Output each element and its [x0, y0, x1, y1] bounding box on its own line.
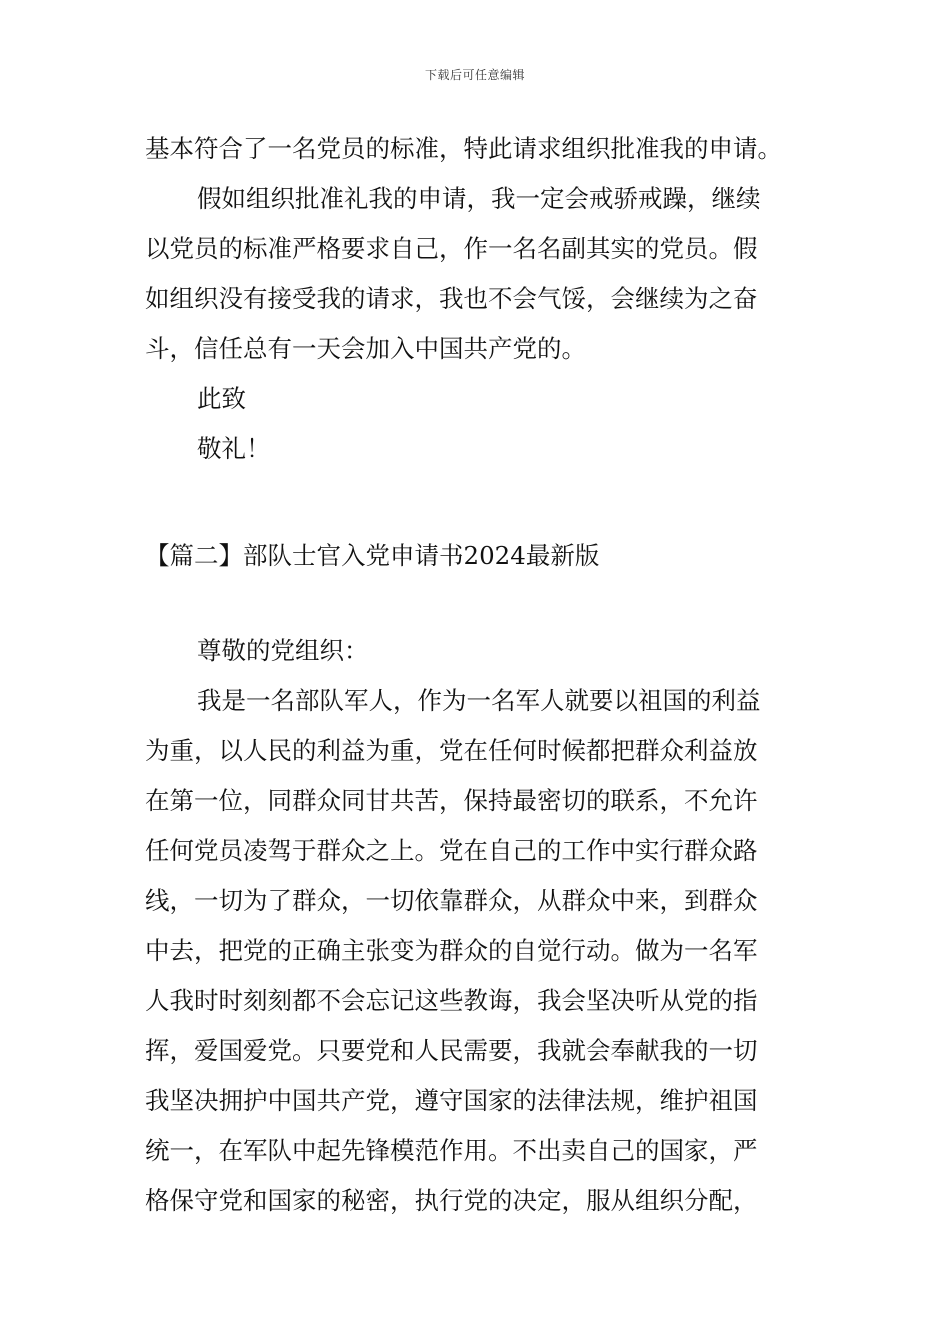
- paragraph-line: 人我时时刻刻都不会忘记这些教诲，我会坚决听从党的指: [145, 986, 758, 1015]
- paragraph-line: 格保守党和国家的秘密，执行党的决定，服从组织分配，: [145, 1186, 758, 1215]
- paragraph-line: 如组织没有接受我的请求，我也不会气馁，会继续为之奋: [145, 284, 758, 313]
- spacer: [145, 581, 810, 626]
- spacer: [145, 474, 810, 531]
- section-title: 【篇二】部队士官入党申请书2024最新版: [145, 541, 600, 570]
- paragraph-line: 统一，在军队中起先锋模范作用。不出卖自己的国家，严: [145, 1136, 758, 1165]
- paragraph-line: 在第一位，同群众同甘共苦，保持最密切的联系，不允许: [145, 786, 758, 815]
- paragraph-line: 以党员的标准严格要求自己，作一名名副其实的党员。假: [145, 234, 758, 263]
- paragraph-line: 我坚决拥护中国共产党，遵守国家的法律法规，维护祖国: [145, 1086, 758, 1115]
- paragraph-line: 中去，把党的正确主张变为群众的自觉行动。做为一名军: [145, 936, 758, 965]
- paragraph-line: 为重，以人民的利益为重，党在任何时候都把群众利益放: [145, 736, 758, 765]
- paragraph-line: 假如组织批准礼我的申请，我一定会戒骄戒躁，继续: [197, 184, 761, 213]
- paragraph-line: 我是一名部队军人，作为一名军人就要以祖国的利益: [197, 686, 761, 715]
- paragraph-line: 线，一切为了群众，一切依靠群众，从群众中来，到群众: [145, 886, 758, 915]
- paragraph-line: 任何党员凌驾于群众之上。党在自己的工作中实行群众路: [145, 836, 758, 865]
- paragraph-line: 挥，爱国爱党。只要党和人民需要，我就会奉献我的一切: [145, 1036, 758, 1065]
- closing-line: 敬礼！: [197, 434, 271, 463]
- page-header-note: 下载后可任意编辑: [424, 68, 525, 82]
- salutation: 尊敬的党组织：: [197, 636, 369, 665]
- document-body: [145, 124, 810, 1226]
- paragraph-line: 基本符合了一名党员的标准，特此请求组织批准我的申请。: [145, 134, 782, 163]
- paragraph-line: 斗，信任总有一天会加入中国共产党的。: [145, 334, 586, 363]
- closing-line: 此致: [197, 384, 246, 413]
